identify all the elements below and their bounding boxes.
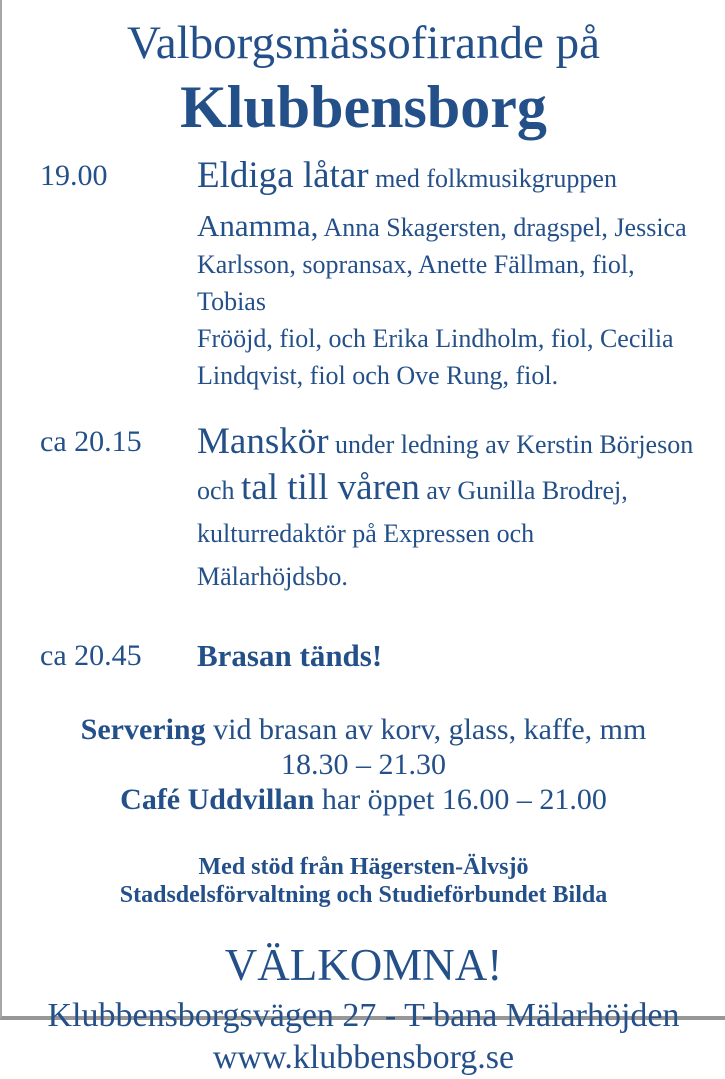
website-url: www.klubbensborg.se [212,1039,515,1076]
cafe-name: Café Uddvillan [120,783,315,816]
text-segment: kulturredaktör på Expressen och [197,519,535,548]
program-row [2,422,725,600]
page-title-venue: Klubbensborg [180,74,547,140]
program-line [197,636,697,682]
text-segment: och [197,476,242,505]
serving-text: vid brasan av korv, glass, kaffe, mm [205,713,647,746]
text-segment: Anamma, [197,208,319,243]
program-row [2,154,725,396]
program-line [197,557,697,600]
text-segment: Karlsson, sopransax, Anette Fällman, fiol, Tobias [197,250,635,316]
text-segment: Frööjd, fiol, och Erika Lindholm, fiol, Cecilia [197,324,674,353]
program-line [197,322,697,359]
program-line [197,468,697,514]
text-segment: Mälarhöjdsbo. [197,562,348,591]
program-time: ca 20.15 [40,425,142,458]
cafe-hours-line [2,782,725,817]
text-segment: Manskör [197,421,329,462]
program-line [197,154,697,205]
program-description [197,422,697,600]
text-segment: Brasan tänds! [197,638,383,673]
cafe-hours-text: har öppet 16.00 – 21.00 [314,783,607,816]
program-line [197,359,697,396]
text-segment: tal till våren [241,467,420,508]
sponsor-note [2,853,725,909]
sponsor-line-1: Med stöd från Hägersten-Älvsjö [198,854,529,880]
program-row [2,636,725,682]
text-segment: av Gunilla Brodrej, [419,476,628,505]
text-segment: under ledning av Kerstin Börjeson [328,430,694,459]
serving-label: Servering [80,713,206,746]
program-description [197,636,697,682]
program-schedule [2,154,725,682]
sponsor-line-2: Stadsdelsförvaltning och Studieförbundet Bilda [119,882,608,908]
program-time: ca 20.45 [40,639,142,672]
text-segment: Anna Skagersten, dragspel, Jessica [318,213,687,242]
program-line [197,514,697,557]
serving-hours: 18.30 – 21.30 [281,748,446,781]
program-line [197,248,697,322]
text-segment: Eldiga låtar [197,155,369,196]
text-segment: Lindqvist, fiol och Ove Rung, fiol. [197,361,559,390]
program-line [197,209,697,248]
program-line [197,422,697,468]
program-time: 19.00 [40,159,108,192]
page-title: Valborgsmässofirande på [127,17,600,69]
serving-info [2,712,725,817]
serving-line [2,712,725,747]
welcome-text: VÄLKOMNA! [224,940,503,990]
program-description [197,154,697,396]
text-segment: med folkmusikgruppen [368,164,617,193]
venue-address: Klubbensborgsvägen 27 - T-bana Mälarhöjden [47,997,680,1034]
